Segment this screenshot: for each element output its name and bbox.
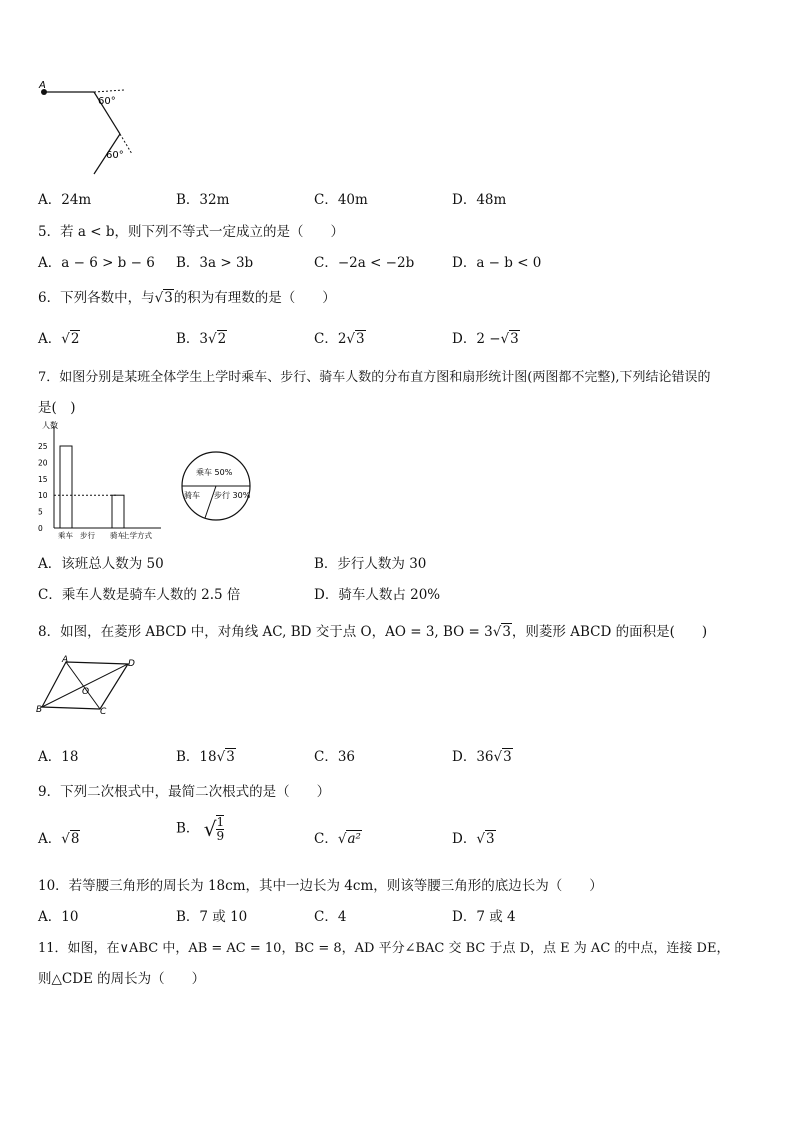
y-tick-label: 15 bbox=[38, 474, 48, 484]
q8-option-d[interactable]: D．36√3 bbox=[452, 749, 512, 765]
y-tick-label: 25 bbox=[38, 442, 48, 451]
rhombus-figure bbox=[36, 654, 146, 720]
q9-option-a[interactable]: A．√8 bbox=[38, 831, 80, 847]
q10-option-d[interactable]: D．7 或 4 bbox=[452, 909, 516, 925]
q7-stem-line2: 是( ) bbox=[38, 400, 76, 416]
q4-option-d[interactable]: D．48m bbox=[452, 192, 507, 208]
q8-stem: 8．如图，在菱形 ABCD 中，对角线 AC, BD 交于点 O，AO = 3, BO = 3√3，则菱形 ABCD 的面积是( ) bbox=[38, 624, 708, 640]
q6-option-d[interactable]: D．2 −√3 bbox=[452, 331, 519, 347]
q11-stem-line1: 11．如图，在∨ABC 中，AB = AC = 10，BC = 8，AD 平分∠BAC 交 BC 于点 D，点 E 为 AC 的中点，连接 DE， bbox=[38, 941, 730, 956]
x-tick-label: 骑车 bbox=[110, 531, 125, 540]
q8-option-c[interactable]: C．36 bbox=[314, 749, 356, 765]
q8-option-b[interactable]: B．18√3 bbox=[176, 749, 235, 765]
q8-option-a[interactable]: A．18 bbox=[38, 749, 79, 765]
q10-stem: 10．若等腰三角形的周长为 18cm，其中一边长为 4cm，则该等腰三角形的底边长为（ ） bbox=[38, 878, 603, 894]
q5-stem: 5．若 a < b，则下列不等式一定成立的是（ ） bbox=[38, 224, 344, 240]
center-o: O bbox=[82, 687, 90, 697]
q5-option-c[interactable]: C．−2a < −2b bbox=[314, 255, 415, 271]
q7-option-d[interactable]: D．骑车人数占 20% bbox=[314, 587, 441, 603]
vertex-c: C bbox=[100, 707, 107, 717]
q9-option-c[interactable]: C．√a² bbox=[314, 831, 361, 847]
q6-stem: 6．下列各数中，与√3的积为有理数的是（ ） bbox=[38, 290, 336, 306]
q5-option-d[interactable]: D．a − b < 0 bbox=[452, 255, 542, 271]
bar-0 bbox=[60, 446, 72, 528]
q5-option-b[interactable]: B．3a > 3b bbox=[176, 255, 254, 271]
q4-option-c[interactable]: C．40m bbox=[314, 192, 368, 208]
q6-option-c[interactable]: C．2√3 bbox=[314, 331, 365, 347]
y-tick-label: 10 bbox=[38, 491, 48, 501]
q7-stem-line1: 7．如图分别是某班全体学生上学时乘车、步行、骑车人数的分布直方图和扇形统计图(两图都不完整),下列结论错误的 bbox=[38, 370, 711, 385]
vertex-b: B bbox=[36, 705, 43, 715]
q9-stem: 9．下列二次根式中，最简二次根式的是（ ） bbox=[38, 784, 331, 800]
q9-option-d[interactable]: D．√3 bbox=[452, 831, 495, 847]
x-axis-label: 上学方式 bbox=[122, 531, 152, 540]
x-tick-label: 步行 bbox=[80, 531, 95, 540]
y-tick-label: 0 bbox=[38, 524, 43, 533]
q4-option-b[interactable]: B．32m bbox=[176, 192, 230, 208]
vertex-a: A bbox=[62, 655, 69, 665]
angle1-label: 60° bbox=[98, 96, 116, 107]
q9-option-b[interactable]: B． √ $\frac{1}{9}$ bbox=[176, 815, 225, 843]
q6-option-b[interactable]: B．3√2 bbox=[176, 331, 227, 347]
q5-option-a[interactable]: A．a − 6 > b − 6 bbox=[38, 255, 155, 271]
bar-2 bbox=[112, 495, 124, 528]
bar-chart bbox=[36, 418, 171, 546]
pie-chart bbox=[178, 448, 254, 524]
y-tick-label: 5 bbox=[38, 507, 43, 517]
pie-label-walk: 步行 30% bbox=[214, 491, 251, 500]
y-axis-label: 人数 bbox=[42, 421, 58, 430]
q7-option-a[interactable]: A．该班总人数为 50 bbox=[38, 556, 164, 572]
q10-option-b[interactable]: B．7 或 10 bbox=[176, 909, 248, 925]
vertex-d: D bbox=[128, 659, 135, 669]
q10-option-a[interactable]: A．10 bbox=[38, 909, 79, 925]
pie-label-bike: 骑车 bbox=[184, 491, 200, 500]
x-tick-label: 乘车 bbox=[58, 531, 73, 540]
q11-stem-line2: 则△CDE 的周长为（ ） bbox=[38, 971, 206, 987]
q7-option-b[interactable]: B．步行人数为 30 bbox=[314, 556, 427, 572]
q10-option-c[interactable]: C．4 bbox=[314, 909, 347, 925]
q7-option-c[interactable]: C．乘车人数是骑车人数的 2.5 倍 bbox=[38, 587, 241, 603]
route-figure bbox=[36, 78, 146, 178]
y-tick-label: 20 bbox=[38, 458, 48, 468]
point-a-label: A bbox=[39, 80, 46, 91]
angle2-label: 60° bbox=[106, 150, 124, 161]
pie-label-ride: 乘车 50% bbox=[196, 468, 233, 477]
q4-option-a[interactable]: A．24m bbox=[38, 192, 92, 208]
q6-option-a[interactable]: A．√2 bbox=[38, 331, 80, 347]
